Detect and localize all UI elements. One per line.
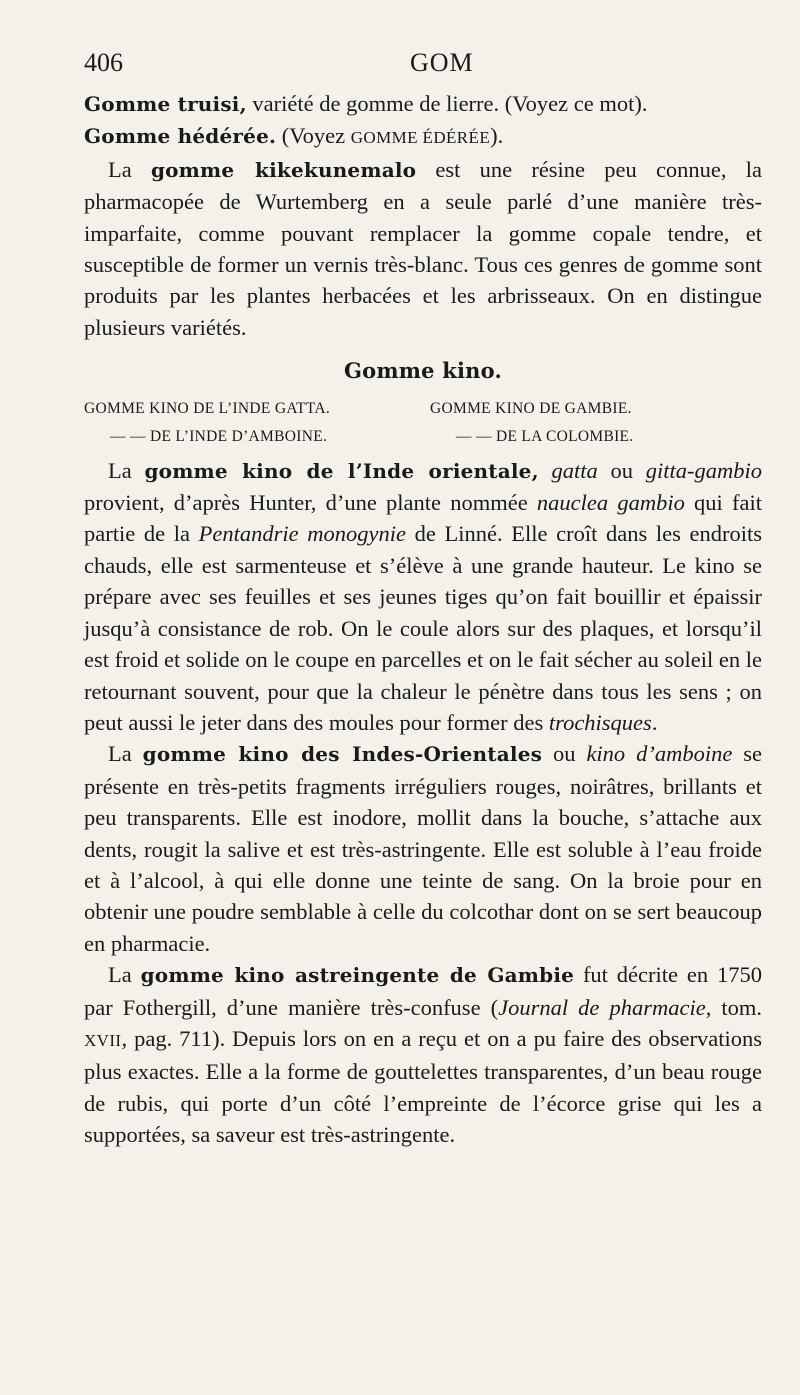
italic-term: trochisques	[548, 709, 652, 735]
entry-headword: gomme kino des Indes-Orientales	[142, 742, 543, 767]
paragraph-text: ou	[542, 741, 587, 767]
paragraph-text: se présente en très-petits fragments irréguliers rouges, noirâtres, brillants et peu transparents. Elle est inodore, mollit dans la bouche, s’attache aux dents, rougit la salive et est très-astringente. Elle est soluble à l’eau froide et à l’alcool, à qui elle donne une teinte de sang. On la broie pour en obtenir une poudre semblable à celle du colcothar dont on se sert beaucoup en pharmacie.	[84, 741, 762, 956]
entry-gomme-truisi	[84, 88, 762, 120]
cross-reference: GOMME ÉDÉRÉE	[350, 128, 491, 148]
entry-text: (Voyez	[276, 123, 351, 149]
list-item: GOMME KINO DE L’INDE GATTA.	[84, 399, 331, 417]
entry-text: variété de gomme de lierre. (Voyez ce mot).	[246, 91, 648, 116]
entry-gomme-hederee	[84, 120, 762, 153]
paragraph-text: fut décrite en 1750 par Fothergill, d’une manière très-confuse (	[84, 962, 762, 1020]
page-header	[84, 48, 762, 88]
entry-headword: gomme kino astreingente de Gambie	[140, 963, 575, 988]
entry-text: ).	[490, 123, 504, 149]
entry-headword: Gomme hédérée.	[84, 124, 277, 149]
italic-term: kino d’amboine	[586, 741, 733, 767]
paragraph-kino-inde-orientale	[84, 455, 762, 739]
italic-term: nauclea gambio	[536, 490, 685, 516]
paragraph-text: est une résine peu connue, la pharmacopée de Wurtemberg en a seule parlé d’une manière très-imparfaite, comme pouvant remplacer la gomme copale tendre, et susceptible de former un vernis très-blanc. Tous ces genres de gomme sont produits par les plantes herbacées et les arbrisseaux. On en distingue plusieurs variétés.	[84, 156, 762, 340]
paragraph-text: de Linné. Elle croît dans les endroits chauds, elle est sarmenteuse et s’élève à une grande hauteur. Le kino se prépare avec ses feuilles et ses jeunes tiges qu’on fait bouillir et épaissir jusqu’à consistance de rob. On le coule alors sur des plaques, et lorsqu’il est froid et solide on le coupe en parcelles et on le fait sécher au soleil en le retournant souvent, pour que la chaleur le pénètre dans tous les sens ; on peut aussi le jeter dans des moules pour former des	[84, 521, 762, 735]
kino-varieties-list	[84, 395, 762, 451]
section-heading-kino	[84, 355, 762, 386]
paragraph-lead: La	[108, 962, 141, 988]
section-heading-text: Gomme kino.	[344, 358, 502, 384]
running-title: GOM	[410, 48, 474, 77]
page-body	[84, 88, 762, 1151]
list-item: — — DE L’INDE D’AMBOINE.	[110, 427, 328, 445]
paragraph-text: qui fait partie de la	[84, 490, 762, 547]
page-number: 406	[84, 48, 123, 77]
paragraph-text: provient, d’après Hunter, d’une plante nommée	[84, 490, 537, 516]
paragraph-kikekunemalo	[84, 154, 762, 343]
list-row	[84, 423, 762, 451]
paragraph-lead: La	[108, 156, 151, 182]
paragraph-lead: La	[108, 741, 143, 767]
paragraph-kino-gambie	[84, 959, 762, 1150]
list-item: — — DE LA COLOMBIE.	[456, 427, 634, 445]
paragraph-kino-indes-orientales	[84, 738, 762, 959]
italic-term: gatta	[551, 457, 598, 483]
entry-headword: Gomme truisi,	[84, 92, 247, 116]
paragraph-text: , pag. 711). Depuis lors on en a reçu et on a pu faire des observations plus exactes. Elle a la forme de gouttelettes transparentes, d’un beau rouge de rubis, qui porte d’un côté l’empreinte de l’écorce grise qui les a supportées, sa saveur est très-astringente.	[84, 1025, 762, 1148]
paragraph-lead: La	[108, 457, 145, 483]
italic-term: gitta-gambio	[645, 457, 763, 483]
italic-term: Pentandrie monogynie	[198, 521, 406, 547]
list-row	[84, 395, 762, 423]
entry-headword: gomme kino de l’Inde orientale,	[144, 458, 539, 483]
paragraph-text: , tom.	[705, 994, 762, 1020]
paragraph-text: .	[651, 709, 658, 735]
list-item: GOMME KINO DE GAMBIE.	[430, 399, 632, 417]
volume-number: XVII	[84, 1030, 122, 1050]
italic-term: Journal de pharmacie	[498, 994, 706, 1020]
paragraph-text: ou	[597, 457, 646, 483]
entry-headword: gomme kikekunemalo	[150, 157, 417, 182]
